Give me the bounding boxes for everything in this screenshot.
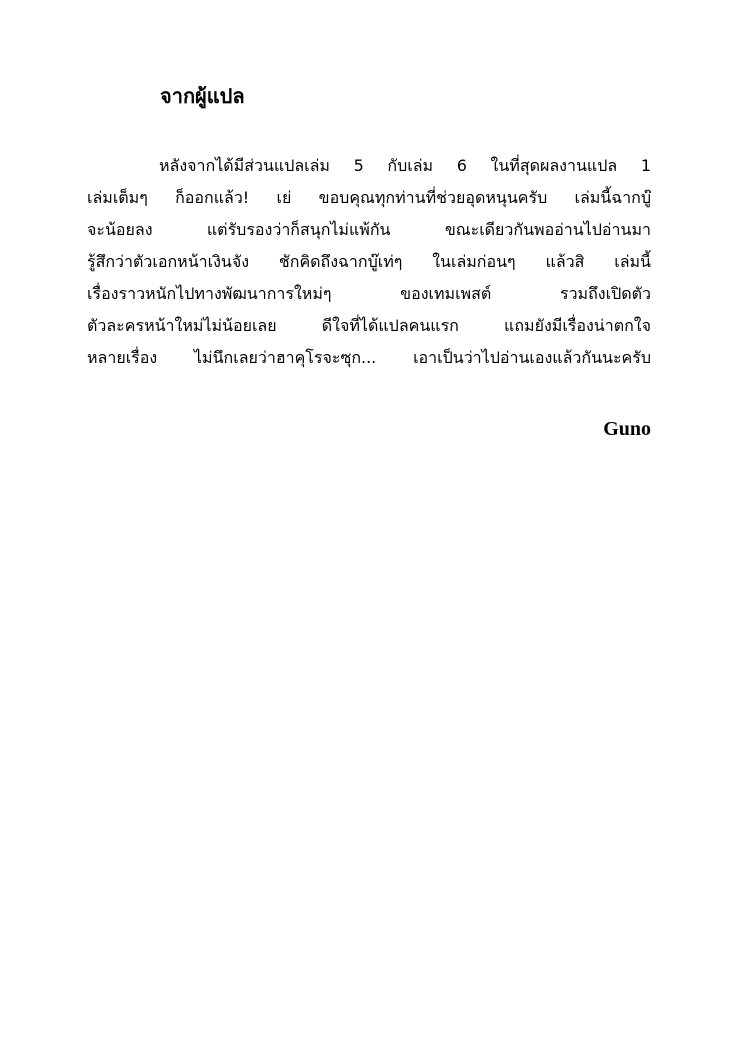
body-line: รู้สึกว่าตัวเอกหน้าเงินจัง ชักคิดถึงฉากบู๊เท่ๆ ในเล่มก่อนๆ แล้วสิ เล่มนี้ (87, 252, 651, 271)
body-line: เรื่องราวหนักไปทางพัฒนาการใหม่ๆ ของเทมเพสต์ รวมถึงเปิดตัว (87, 284, 651, 303)
translator-signature: Guno (603, 418, 651, 440)
translator-note-body (87, 150, 651, 374)
body-line: หลังจากได้มีส่วนแปลเล่ม 5 กับเล่ม 6 ในที่สุดผลงานแปล 1 (159, 156, 651, 175)
body-line: ตัวละครหน้าใหม่ไม่น้อยเลย ดีใจที่ได้แปลคนแรก แถมยังมีเรื่องน่าตกใจ (87, 316, 651, 335)
translator-note-heading: จากผู้แปล (160, 84, 245, 108)
body-line: จะน้อยลง แต่รับรองว่าก็สนุกไม่แพ้กัน ขณะเดียวกันพออ่านไปอ่านมา (87, 220, 651, 239)
body-line: หลายเรื่อง ไม่นึกเลยว่าฮาคุโรจะซุก... เอาเป็นว่าไปอ่านเองแล้วกันนะครับ (87, 348, 651, 367)
body-line: เล่มเต็มๆ ก็ออกแล้ว! เย่ ขอบคุณทุกท่านที่ช่วยอุดหนุนครับ เล่มนี้ฉากบู๊ (87, 188, 651, 207)
